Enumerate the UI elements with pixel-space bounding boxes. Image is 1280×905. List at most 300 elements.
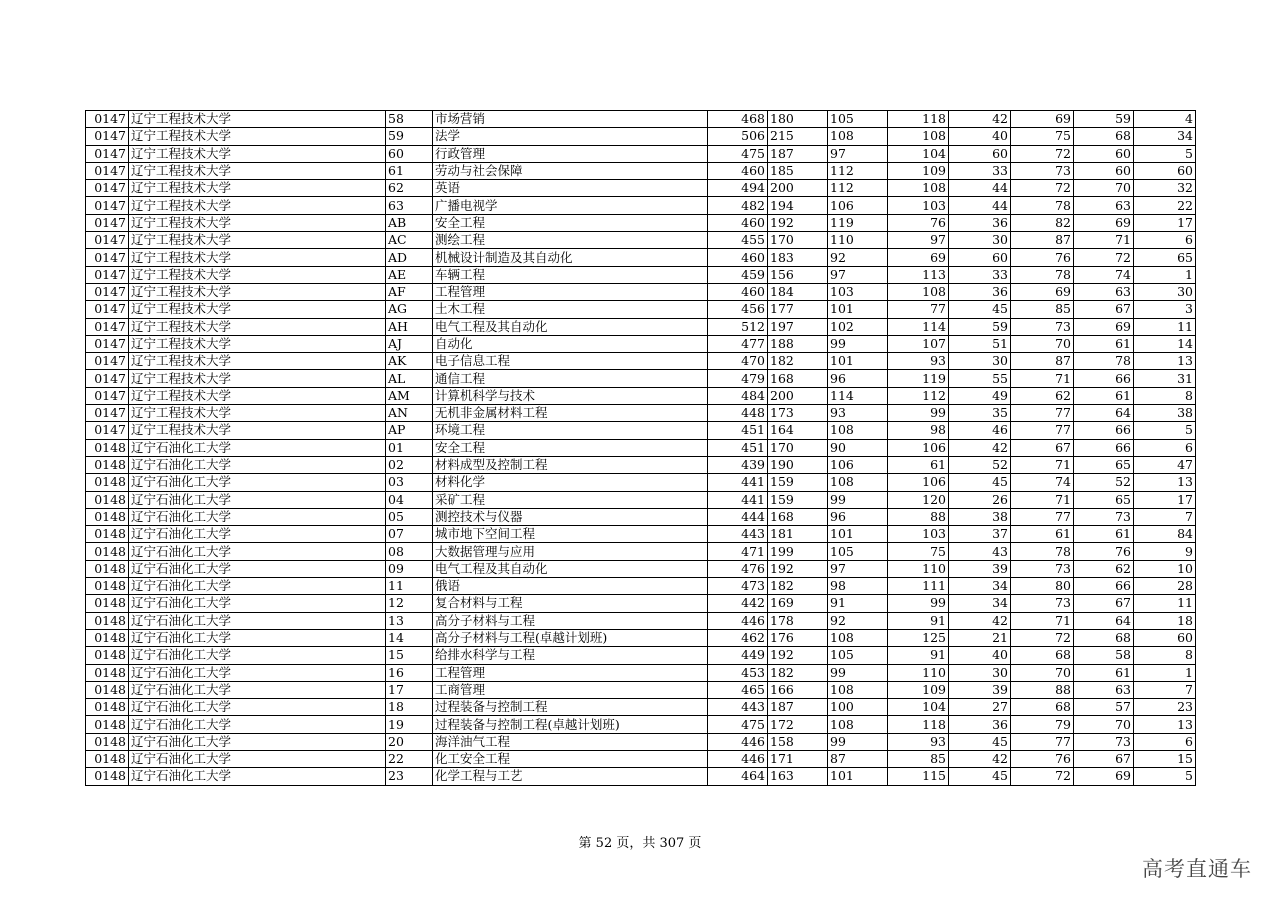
major-code-cell: 07 <box>386 526 433 543</box>
table-row <box>86 681 1196 698</box>
table-row <box>86 128 1196 145</box>
score-col-f-cell: 69 <box>1074 214 1134 231</box>
major-code-cell: 03 <box>386 474 433 491</box>
major-code-cell: 15 <box>386 647 433 664</box>
score-col-f-cell: 68 <box>1074 629 1134 646</box>
score-total-cell: 479 <box>708 370 768 387</box>
score-total-cell: 441 <box>708 474 768 491</box>
school-name-cell: 辽宁工程技术大学 <box>129 301 386 318</box>
score-col-g-cell: 13 <box>1134 353 1196 370</box>
score-col-a-cell: 194 <box>768 197 828 214</box>
score-col-f-cell: 61 <box>1074 387 1134 404</box>
score-col-e-cell: 61 <box>1011 526 1074 543</box>
table-row <box>86 283 1196 300</box>
major-code-cell: 63 <box>386 197 433 214</box>
score-total-cell: 460 <box>708 249 768 266</box>
score-col-g-cell: 32 <box>1134 180 1196 197</box>
score-col-a-cell: 187 <box>768 699 828 716</box>
major-code-cell: AJ <box>386 335 433 352</box>
score-col-g-cell: 22 <box>1134 197 1196 214</box>
score-col-a-cell: 156 <box>768 266 828 283</box>
score-col-f-cell: 66 <box>1074 422 1134 439</box>
score-total-cell: 459 <box>708 266 768 283</box>
score-col-e-cell: 71 <box>1011 370 1074 387</box>
score-col-f-cell: 64 <box>1074 612 1134 629</box>
major-code-cell: 58 <box>386 111 433 128</box>
school-code-cell: 0147 <box>86 422 129 439</box>
score-col-e-cell: 78 <box>1011 543 1074 560</box>
major-code-cell: 12 <box>386 595 433 612</box>
school-name-cell: 辽宁工程技术大学 <box>129 318 386 335</box>
score-total-cell: 494 <box>708 180 768 197</box>
school-name-cell: 辽宁工程技术大学 <box>129 335 386 352</box>
major-name-cell: 自动化 <box>433 335 708 352</box>
score-col-a-cell: 188 <box>768 335 828 352</box>
major-code-cell: 19 <box>386 716 433 733</box>
score-col-f-cell: 71 <box>1074 232 1134 249</box>
score-col-e-cell: 79 <box>1011 716 1074 733</box>
table-row <box>86 249 1196 266</box>
major-code-cell: 62 <box>386 180 433 197</box>
score-total-cell: 443 <box>708 699 768 716</box>
score-col-f-cell: 74 <box>1074 266 1134 283</box>
school-name-cell: 辽宁工程技术大学 <box>129 214 386 231</box>
table-row <box>86 111 1196 128</box>
school-code-cell: 0147 <box>86 180 129 197</box>
score-col-c-cell: 61 <box>888 456 949 473</box>
score-col-b-cell: 101 <box>828 353 888 370</box>
score-col-a-cell: 184 <box>768 283 828 300</box>
score-col-c-cell: 88 <box>888 508 949 525</box>
score-col-e-cell: 77 <box>1011 422 1074 439</box>
score-col-g-cell: 17 <box>1134 214 1196 231</box>
score-total-cell: 484 <box>708 387 768 404</box>
score-total-cell: 460 <box>708 162 768 179</box>
score-col-f-cell: 57 <box>1074 699 1134 716</box>
major-code-cell: AP <box>386 422 433 439</box>
score-col-a-cell: 178 <box>768 612 828 629</box>
school-name-cell: 辽宁工程技术大学 <box>129 162 386 179</box>
score-total-cell: 465 <box>708 681 768 698</box>
score-col-c-cell: 93 <box>888 353 949 370</box>
score-col-d-cell: 21 <box>949 629 1011 646</box>
school-name-cell: 辽宁石油化工大学 <box>129 543 386 560</box>
major-code-cell: 22 <box>386 750 433 767</box>
score-col-f-cell: 60 <box>1074 145 1134 162</box>
score-col-b-cell: 112 <box>828 180 888 197</box>
score-col-d-cell: 36 <box>949 716 1011 733</box>
score-col-f-cell: 70 <box>1074 180 1134 197</box>
score-col-a-cell: 170 <box>768 439 828 456</box>
major-name-cell: 复合材料与工程 <box>433 595 708 612</box>
score-col-d-cell: 44 <box>949 180 1011 197</box>
table-row <box>86 716 1196 733</box>
score-col-b-cell: 96 <box>828 370 888 387</box>
school-code-cell: 0147 <box>86 405 129 422</box>
major-name-cell: 高分子材料与工程 <box>433 612 708 629</box>
major-name-cell: 电子信息工程 <box>433 353 708 370</box>
score-col-e-cell: 73 <box>1011 318 1074 335</box>
score-col-g-cell: 60 <box>1134 629 1196 646</box>
score-col-e-cell: 87 <box>1011 232 1074 249</box>
major-code-cell: AG <box>386 301 433 318</box>
major-code-cell: AB <box>386 214 433 231</box>
score-col-a-cell: 159 <box>768 474 828 491</box>
score-col-d-cell: 42 <box>949 750 1011 767</box>
school-name-cell: 辽宁工程技术大学 <box>129 387 386 404</box>
major-name-cell: 给排水科学与工程 <box>433 647 708 664</box>
score-col-g-cell: 11 <box>1134 595 1196 612</box>
score-total-cell: 482 <box>708 197 768 214</box>
school-name-cell: 辽宁石油化工大学 <box>129 508 386 525</box>
score-col-e-cell: 69 <box>1011 283 1074 300</box>
major-name-cell: 材料成型及控制工程 <box>433 456 708 473</box>
major-name-cell: 测绘工程 <box>433 232 708 249</box>
score-col-b-cell: 99 <box>828 664 888 681</box>
school-code-cell: 0148 <box>86 578 129 595</box>
score-col-e-cell: 74 <box>1011 474 1074 491</box>
score-col-g-cell: 7 <box>1134 508 1196 525</box>
score-col-d-cell: 44 <box>949 197 1011 214</box>
score-col-c-cell: 114 <box>888 318 949 335</box>
score-col-f-cell: 61 <box>1074 664 1134 681</box>
score-col-b-cell: 92 <box>828 612 888 629</box>
score-col-a-cell: 173 <box>768 405 828 422</box>
score-col-d-cell: 55 <box>949 370 1011 387</box>
score-col-e-cell: 82 <box>1011 214 1074 231</box>
score-col-g-cell: 3 <box>1134 301 1196 318</box>
score-col-a-cell: 177 <box>768 301 828 318</box>
score-col-f-cell: 66 <box>1074 578 1134 595</box>
major-name-cell: 通信工程 <box>433 370 708 387</box>
score-col-a-cell: 197 <box>768 318 828 335</box>
score-col-c-cell: 103 <box>888 197 949 214</box>
major-code-cell: 05 <box>386 508 433 525</box>
score-col-e-cell: 72 <box>1011 768 1074 785</box>
score-col-b-cell: 101 <box>828 526 888 543</box>
table-row <box>86 266 1196 283</box>
score-col-c-cell: 112 <box>888 387 949 404</box>
score-col-b-cell: 91 <box>828 595 888 612</box>
major-name-cell: 高分子材料与工程(卓越计划班) <box>433 629 708 646</box>
major-name-cell: 化学工程与工艺 <box>433 768 708 785</box>
major-name-cell: 行政管理 <box>433 145 708 162</box>
score-col-b-cell: 108 <box>828 681 888 698</box>
score-col-e-cell: 72 <box>1011 180 1074 197</box>
score-col-e-cell: 73 <box>1011 162 1074 179</box>
score-total-cell: 506 <box>708 128 768 145</box>
score-col-e-cell: 77 <box>1011 405 1074 422</box>
score-col-g-cell: 17 <box>1134 491 1196 508</box>
school-code-cell: 0147 <box>86 370 129 387</box>
table-row <box>86 543 1196 560</box>
table-row <box>86 370 1196 387</box>
score-col-e-cell: 71 <box>1011 491 1074 508</box>
school-code-cell: 0147 <box>86 283 129 300</box>
school-code-cell: 0148 <box>86 491 129 508</box>
major-code-cell: 20 <box>386 733 433 750</box>
score-col-c-cell: 99 <box>888 595 949 612</box>
score-col-e-cell: 62 <box>1011 387 1074 404</box>
score-col-a-cell: 192 <box>768 560 828 577</box>
school-name-cell: 辽宁石油化工大学 <box>129 526 386 543</box>
score-col-b-cell: 99 <box>828 491 888 508</box>
score-col-a-cell: 172 <box>768 716 828 733</box>
table-row <box>86 162 1196 179</box>
table-row <box>86 578 1196 595</box>
score-col-e-cell: 77 <box>1011 508 1074 525</box>
score-col-e-cell: 72 <box>1011 145 1074 162</box>
major-name-cell: 环境工程 <box>433 422 708 439</box>
score-col-a-cell: 183 <box>768 249 828 266</box>
score-col-a-cell: 158 <box>768 733 828 750</box>
score-total-cell: 442 <box>708 595 768 612</box>
school-name-cell: 辽宁工程技术大学 <box>129 249 386 266</box>
school-code-cell: 0147 <box>86 197 129 214</box>
major-name-cell: 市场营销 <box>433 111 708 128</box>
score-col-f-cell: 61 <box>1074 335 1134 352</box>
school-code-cell: 0148 <box>86 560 129 577</box>
score-col-e-cell: 75 <box>1011 128 1074 145</box>
major-name-cell: 工程管理 <box>433 664 708 681</box>
score-total-cell: 451 <box>708 439 768 456</box>
school-code-cell: 0148 <box>86 699 129 716</box>
score-col-b-cell: 101 <box>828 301 888 318</box>
score-col-b-cell: 114 <box>828 387 888 404</box>
score-col-g-cell: 5 <box>1134 768 1196 785</box>
score-col-f-cell: 63 <box>1074 197 1134 214</box>
score-col-e-cell: 73 <box>1011 595 1074 612</box>
score-col-g-cell: 30 <box>1134 283 1196 300</box>
score-col-c-cell: 103 <box>888 526 949 543</box>
score-col-e-cell: 69 <box>1011 111 1074 128</box>
school-code-cell: 0148 <box>86 612 129 629</box>
score-col-a-cell: 187 <box>768 145 828 162</box>
major-code-cell: 09 <box>386 560 433 577</box>
score-col-b-cell: 108 <box>828 422 888 439</box>
school-name-cell: 辽宁石油化工大学 <box>129 750 386 767</box>
score-col-f-cell: 72 <box>1074 249 1134 266</box>
score-total-cell: 460 <box>708 214 768 231</box>
major-name-cell: 采矿工程 <box>433 491 708 508</box>
major-name-cell: 车辆工程 <box>433 266 708 283</box>
score-col-g-cell: 5 <box>1134 145 1196 162</box>
score-col-d-cell: 30 <box>949 664 1011 681</box>
score-col-g-cell: 38 <box>1134 405 1196 422</box>
score-col-g-cell: 14 <box>1134 335 1196 352</box>
score-col-g-cell: 11 <box>1134 318 1196 335</box>
major-code-cell: AM <box>386 387 433 404</box>
school-code-cell: 0148 <box>86 716 129 733</box>
score-col-d-cell: 37 <box>949 526 1011 543</box>
score-col-g-cell: 28 <box>1134 578 1196 595</box>
score-col-d-cell: 39 <box>949 560 1011 577</box>
score-col-b-cell: 102 <box>828 318 888 335</box>
school-name-cell: 辽宁石油化工大学 <box>129 612 386 629</box>
table-body <box>86 111 1196 786</box>
score-col-d-cell: 42 <box>949 612 1011 629</box>
school-name-cell: 辽宁石油化工大学 <box>129 578 386 595</box>
score-col-d-cell: 38 <box>949 508 1011 525</box>
major-name-cell: 机械设计制造及其自动化 <box>433 249 708 266</box>
score-col-a-cell: 200 <box>768 387 828 404</box>
school-code-cell: 0147 <box>86 318 129 335</box>
score-col-d-cell: 45 <box>949 474 1011 491</box>
school-name-cell: 辽宁工程技术大学 <box>129 405 386 422</box>
score-col-c-cell: 111 <box>888 578 949 595</box>
score-col-c-cell: 109 <box>888 681 949 698</box>
score-col-f-cell: 76 <box>1074 543 1134 560</box>
score-col-f-cell: 65 <box>1074 491 1134 508</box>
score-col-b-cell: 105 <box>828 543 888 560</box>
score-col-a-cell: 182 <box>768 353 828 370</box>
score-col-b-cell: 106 <box>828 456 888 473</box>
school-name-cell: 辽宁工程技术大学 <box>129 145 386 162</box>
school-name-cell: 辽宁工程技术大学 <box>129 353 386 370</box>
score-col-c-cell: 109 <box>888 162 949 179</box>
table-row <box>86 335 1196 352</box>
page-number: 第 52 页，共 307 页 <box>578 836 702 851</box>
table-row <box>86 214 1196 231</box>
score-total-cell: 464 <box>708 768 768 785</box>
score-col-c-cell: 91 <box>888 647 949 664</box>
score-col-c-cell: 113 <box>888 266 949 283</box>
score-col-g-cell: 65 <box>1134 249 1196 266</box>
table-row <box>86 318 1196 335</box>
score-col-c-cell: 119 <box>888 370 949 387</box>
school-name-cell: 辽宁工程技术大学 <box>129 111 386 128</box>
score-col-b-cell: 90 <box>828 439 888 456</box>
score-col-g-cell: 60 <box>1134 162 1196 179</box>
table-row <box>86 733 1196 750</box>
score-col-c-cell: 91 <box>888 612 949 629</box>
score-col-f-cell: 69 <box>1074 318 1134 335</box>
score-col-f-cell: 63 <box>1074 283 1134 300</box>
score-col-f-cell: 78 <box>1074 353 1134 370</box>
school-code-cell: 0148 <box>86 595 129 612</box>
score-col-f-cell: 68 <box>1074 128 1134 145</box>
school-name-cell: 辽宁石油化工大学 <box>129 595 386 612</box>
score-col-d-cell: 45 <box>949 733 1011 750</box>
school-name-cell: 辽宁石油化工大学 <box>129 733 386 750</box>
score-col-b-cell: 119 <box>828 214 888 231</box>
score-total-cell: 443 <box>708 526 768 543</box>
school-name-cell: 辽宁石油化工大学 <box>129 560 386 577</box>
major-code-cell: AK <box>386 353 433 370</box>
major-name-cell: 安全工程 <box>433 214 708 231</box>
score-col-b-cell: 99 <box>828 733 888 750</box>
school-name-cell: 辽宁工程技术大学 <box>129 266 386 283</box>
table-row <box>86 405 1196 422</box>
score-col-b-cell: 103 <box>828 283 888 300</box>
major-code-cell: AD <box>386 249 433 266</box>
major-name-cell: 安全工程 <box>433 439 708 456</box>
table-row <box>86 439 1196 456</box>
major-code-cell: 60 <box>386 145 433 162</box>
score-col-d-cell: 35 <box>949 405 1011 422</box>
school-name-cell: 辽宁石油化工大学 <box>129 716 386 733</box>
score-col-d-cell: 45 <box>949 768 1011 785</box>
school-name-cell: 辽宁石油化工大学 <box>129 768 386 785</box>
score-total-cell: 476 <box>708 560 768 577</box>
score-col-g-cell: 4 <box>1134 111 1196 128</box>
score-total-cell: 475 <box>708 716 768 733</box>
score-col-a-cell: 190 <box>768 456 828 473</box>
school-code-cell: 0148 <box>86 508 129 525</box>
major-code-cell: AF <box>386 283 433 300</box>
school-code-cell: 0147 <box>86 266 129 283</box>
score-col-c-cell: 97 <box>888 232 949 249</box>
score-col-c-cell: 108 <box>888 128 949 145</box>
school-code-cell: 0147 <box>86 214 129 231</box>
score-total-cell: 446 <box>708 750 768 767</box>
table-row <box>86 197 1196 214</box>
score-total-cell: 449 <box>708 647 768 664</box>
school-code-cell: 0148 <box>86 543 129 560</box>
score-col-b-cell: 110 <box>828 232 888 249</box>
school-name-cell: 辽宁工程技术大学 <box>129 197 386 214</box>
table-row <box>86 508 1196 525</box>
score-col-b-cell: 97 <box>828 560 888 577</box>
table-row <box>86 232 1196 249</box>
score-col-c-cell: 108 <box>888 180 949 197</box>
score-col-g-cell: 23 <box>1134 699 1196 716</box>
school-name-cell: 辽宁工程技术大学 <box>129 232 386 249</box>
score-total-cell: 475 <box>708 145 768 162</box>
score-col-c-cell: 93 <box>888 733 949 750</box>
score-col-e-cell: 73 <box>1011 560 1074 577</box>
score-col-g-cell: 10 <box>1134 560 1196 577</box>
score-col-d-cell: 27 <box>949 699 1011 716</box>
score-col-d-cell: 36 <box>949 283 1011 300</box>
score-col-d-cell: 30 <box>949 232 1011 249</box>
major-name-cell: 俄语 <box>433 578 708 595</box>
score-col-g-cell: 13 <box>1134 716 1196 733</box>
score-col-a-cell: 181 <box>768 526 828 543</box>
school-name-cell: 辽宁工程技术大学 <box>129 128 386 145</box>
score-total-cell: 477 <box>708 335 768 352</box>
school-code-cell: 0148 <box>86 474 129 491</box>
school-name-cell: 辽宁工程技术大学 <box>129 283 386 300</box>
major-name-cell: 测控技术与仪器 <box>433 508 708 525</box>
score-col-c-cell: 115 <box>888 768 949 785</box>
score-col-a-cell: 170 <box>768 232 828 249</box>
score-col-f-cell: 73 <box>1074 733 1134 750</box>
score-col-d-cell: 42 <box>949 111 1011 128</box>
score-col-f-cell: 60 <box>1074 162 1134 179</box>
score-col-g-cell: 34 <box>1134 128 1196 145</box>
score-col-e-cell: 71 <box>1011 612 1074 629</box>
school-name-cell: 辽宁石油化工大学 <box>129 647 386 664</box>
major-code-cell: 16 <box>386 664 433 681</box>
score-total-cell: 468 <box>708 111 768 128</box>
major-code-cell: 23 <box>386 768 433 785</box>
score-col-g-cell: 1 <box>1134 664 1196 681</box>
score-col-g-cell: 1 <box>1134 266 1196 283</box>
major-name-cell: 土木工程 <box>433 301 708 318</box>
score-col-d-cell: 49 <box>949 387 1011 404</box>
score-col-b-cell: 108 <box>828 474 888 491</box>
score-total-cell: 446 <box>708 612 768 629</box>
score-col-d-cell: 34 <box>949 578 1011 595</box>
major-code-cell: 08 <box>386 543 433 560</box>
score-col-c-cell: 118 <box>888 716 949 733</box>
major-name-cell: 计算机科学与技术 <box>433 387 708 404</box>
score-col-e-cell: 78 <box>1011 197 1074 214</box>
school-code-cell: 0148 <box>86 750 129 767</box>
score-col-g-cell: 8 <box>1134 387 1196 404</box>
major-name-cell: 广播电视学 <box>433 197 708 214</box>
